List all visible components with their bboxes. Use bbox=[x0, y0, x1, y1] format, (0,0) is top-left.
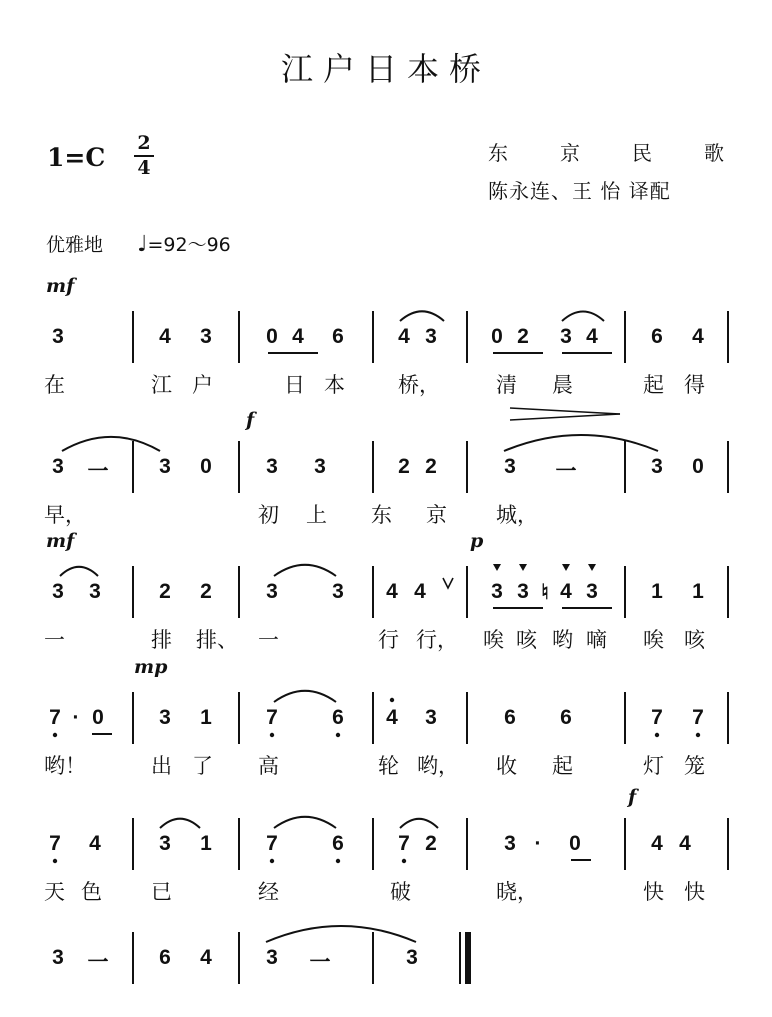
tempo-bpm: =92～96 bbox=[147, 234, 231, 256]
slur-arc bbox=[274, 691, 336, 702]
lyric-syllable: 东 bbox=[371, 503, 392, 527]
note-number: · bbox=[72, 706, 80, 729]
note-number: 6 bbox=[560, 706, 572, 729]
note-number: 4 bbox=[560, 580, 572, 603]
lyric-syllable: 已 bbox=[151, 880, 172, 904]
lyric-syllable: 初 bbox=[258, 503, 279, 527]
lyric-syllable: 上 bbox=[306, 503, 327, 527]
note-number: 一 bbox=[555, 460, 577, 483]
low-octave-dot bbox=[270, 733, 274, 737]
dynamic-mark: mf bbox=[46, 530, 75, 552]
note-number: 7 bbox=[651, 706, 663, 729]
low-octave-dot bbox=[402, 859, 406, 863]
note-number: 6 bbox=[332, 832, 344, 855]
lyric-syllable: 快 bbox=[643, 880, 664, 904]
dynamic-mark: mf bbox=[46, 275, 75, 297]
slur-arc bbox=[400, 819, 438, 828]
high-octave-dot bbox=[390, 698, 394, 702]
note-number: 3 bbox=[52, 580, 64, 603]
lyric-syllable: 唉 bbox=[483, 628, 504, 652]
note-number: 3 bbox=[332, 580, 344, 603]
lyric-syllable: 户 bbox=[192, 373, 213, 397]
low-octave-dot bbox=[336, 859, 340, 863]
low-octave-dot bbox=[270, 859, 274, 863]
note-number: 2 bbox=[425, 455, 437, 478]
note-number: 3 bbox=[52, 946, 64, 969]
lyric-syllable: 本 bbox=[324, 373, 345, 397]
tempo-text: 优雅地 bbox=[46, 234, 104, 256]
lyric-syllable: 天 bbox=[44, 880, 65, 904]
note-number: 3 bbox=[406, 946, 418, 969]
origin-char: 民 bbox=[632, 141, 652, 165]
note-number: 0 bbox=[266, 325, 278, 348]
note-number: 2 bbox=[200, 580, 212, 603]
note-number: ♮ bbox=[541, 581, 549, 604]
note-number: 4 bbox=[386, 580, 398, 603]
low-octave-dot bbox=[696, 733, 700, 737]
slur-arc bbox=[274, 817, 336, 828]
origin-char: 京 bbox=[560, 141, 580, 165]
lyric-syllable: 灯 bbox=[643, 754, 664, 778]
note-number: 3 bbox=[159, 706, 171, 729]
lyric-syllable: 一 bbox=[258, 628, 279, 652]
slur-arc bbox=[562, 312, 604, 322]
note-number: 1 bbox=[200, 706, 212, 729]
note-number: 3 bbox=[266, 580, 278, 603]
origin-char: 东 bbox=[488, 141, 508, 165]
note-number: 2 bbox=[398, 455, 410, 478]
note-number: 4 bbox=[586, 325, 598, 348]
lyric-syllable: 了 bbox=[192, 754, 213, 778]
note-number: 3 bbox=[504, 832, 516, 855]
lyric-syllable: 唉 bbox=[643, 628, 664, 652]
lyric-syllable: 行， bbox=[416, 628, 458, 652]
lyric-syllable: 晨 bbox=[552, 373, 573, 397]
lyric-syllable: 笼 bbox=[684, 754, 705, 778]
origin-char: 歌 bbox=[704, 141, 724, 165]
slur-arc bbox=[400, 311, 444, 321]
note-number: 0 bbox=[569, 832, 581, 855]
note-number: 3 bbox=[651, 455, 663, 478]
lyric-syllable: 快 bbox=[684, 880, 705, 904]
note-number: 3 bbox=[314, 455, 326, 478]
lyric-syllable: 晓， bbox=[496, 880, 538, 904]
note-number: 3 bbox=[491, 580, 503, 603]
note-number: 7 bbox=[398, 832, 410, 855]
note-number: 一 bbox=[87, 951, 109, 974]
lyric-syllable: 早， bbox=[44, 503, 86, 527]
dynamic-mark: p bbox=[470, 530, 484, 552]
lyric-syllable: 色 bbox=[81, 880, 102, 904]
note-number: 4 bbox=[200, 946, 212, 969]
lyric-syllable: 哟， bbox=[417, 754, 459, 778]
lyric-syllable: 哟！ bbox=[44, 754, 86, 778]
lyric-syllable: 哟 bbox=[552, 628, 573, 652]
note-number: 4 bbox=[386, 706, 398, 729]
low-octave-dot bbox=[53, 859, 57, 863]
low-octave-dot bbox=[655, 733, 659, 737]
dynamic-mark: mp bbox=[134, 656, 168, 678]
note-number: 0 bbox=[92, 706, 104, 729]
note-number: 一 bbox=[309, 951, 331, 974]
lyric-syllable: 城， bbox=[496, 503, 538, 527]
lyric-syllable: 高 bbox=[258, 754, 279, 778]
slur-arc bbox=[160, 819, 200, 828]
lyric-syllable: 收 bbox=[496, 754, 517, 778]
slur-arc bbox=[266, 926, 416, 942]
note-number: 0 bbox=[491, 325, 503, 348]
note-number: · bbox=[534, 832, 542, 855]
staccato-mark bbox=[493, 564, 501, 571]
lyric-syllable: 行 bbox=[378, 628, 399, 652]
note-number: 一 bbox=[87, 460, 109, 483]
dynamic-mark: f bbox=[628, 786, 637, 808]
note-number: 4 bbox=[159, 325, 171, 348]
lyric-syllable: 在 bbox=[44, 373, 65, 397]
note-number: 3 bbox=[52, 455, 64, 478]
lyric-syllable: 破 bbox=[390, 880, 411, 904]
lyric-syllable: 轮 bbox=[378, 754, 399, 778]
song-title: 江户日本桥 bbox=[280, 50, 491, 88]
arranger-credit: 陈永连、王 怡 译配 bbox=[488, 179, 671, 203]
note-number: 3 bbox=[517, 580, 529, 603]
note-number: 3 bbox=[89, 580, 101, 603]
note-number: 2 bbox=[159, 580, 171, 603]
note-number: 0 bbox=[692, 455, 704, 478]
note-number: 7 bbox=[266, 832, 278, 855]
lyric-syllable: 得 bbox=[684, 373, 705, 397]
low-octave-dot bbox=[53, 733, 57, 737]
staccato-mark bbox=[588, 564, 596, 571]
low-octave-dot bbox=[336, 733, 340, 737]
lyric-syllable: 起 bbox=[552, 754, 573, 778]
note-number: 7 bbox=[49, 832, 61, 855]
lyric-syllable: 清 bbox=[496, 373, 517, 397]
note-number: 4 bbox=[398, 325, 410, 348]
lyric-syllable: 一 bbox=[44, 628, 65, 652]
lyric-syllable: 起 bbox=[643, 373, 664, 397]
lyric-syllable: 嘀 bbox=[586, 628, 607, 652]
note-number: 2 bbox=[425, 832, 437, 855]
note-number: 3 bbox=[200, 325, 212, 348]
note-number: 3 bbox=[560, 325, 572, 348]
key-signature: 1=C bbox=[47, 143, 106, 172]
lyric-syllable: 出 bbox=[151, 754, 172, 778]
note-number: 2 bbox=[517, 325, 529, 348]
lyric-syllable: 咳 bbox=[684, 628, 705, 652]
note-number: 7 bbox=[692, 706, 704, 729]
note-number: 4 bbox=[414, 580, 426, 603]
lyric-syllable: 经 bbox=[258, 880, 279, 904]
lyric-syllable: 咳 bbox=[516, 628, 537, 652]
note-number: 3 bbox=[586, 580, 598, 603]
lyric-syllable: 桥， bbox=[398, 373, 440, 397]
slur-arc bbox=[60, 567, 98, 576]
note-number: 6 bbox=[504, 706, 516, 729]
note-number: 6 bbox=[159, 946, 171, 969]
slur-arc bbox=[504, 435, 658, 451]
note-number: 4 bbox=[692, 325, 704, 348]
decrescendo-hairpin bbox=[510, 408, 620, 414]
note-number: 1 bbox=[200, 832, 212, 855]
lyric-syllable: 日 bbox=[284, 373, 305, 397]
note-number: 7 bbox=[49, 706, 61, 729]
note-number: 3 bbox=[266, 455, 278, 478]
note-number: 4 bbox=[679, 832, 691, 855]
decrescendo-hairpin bbox=[510, 414, 620, 420]
dynamic-mark: f bbox=[246, 409, 255, 431]
note-number: 0 bbox=[200, 455, 212, 478]
note-number: 3 bbox=[425, 325, 437, 348]
slur-arc bbox=[274, 565, 336, 576]
note-number: 4 bbox=[89, 832, 101, 855]
staccato-mark bbox=[562, 564, 570, 571]
lyric-syllable: 排、 bbox=[196, 628, 238, 652]
lyric-syllable: 排 bbox=[151, 628, 172, 652]
staccato-mark bbox=[519, 564, 527, 571]
breath-mark bbox=[443, 578, 453, 588]
note-number: 1 bbox=[651, 580, 663, 603]
note-number: 7 bbox=[266, 706, 278, 729]
note-number: 3 bbox=[159, 832, 171, 855]
lyric-syllable: 江 bbox=[151, 373, 172, 397]
note-number: 1 bbox=[692, 580, 704, 603]
time-signature-bottom: 4 bbox=[137, 157, 151, 179]
time-signature-top: 2 bbox=[137, 132, 151, 154]
note-number: 3 bbox=[266, 946, 278, 969]
note-number: 3 bbox=[504, 455, 516, 478]
note-number: 3 bbox=[425, 706, 437, 729]
lyric-syllable: 京 bbox=[426, 503, 447, 527]
slur-arc bbox=[62, 437, 160, 451]
note-number: 6 bbox=[332, 706, 344, 729]
note-number: 6 bbox=[651, 325, 663, 348]
note-number: 4 bbox=[651, 832, 663, 855]
quarter-note-icon: ♩ bbox=[137, 232, 148, 257]
note-number: 3 bbox=[52, 325, 64, 348]
note-number: 4 bbox=[292, 325, 304, 348]
note-number: 3 bbox=[159, 455, 171, 478]
note-number: 6 bbox=[332, 325, 344, 348]
